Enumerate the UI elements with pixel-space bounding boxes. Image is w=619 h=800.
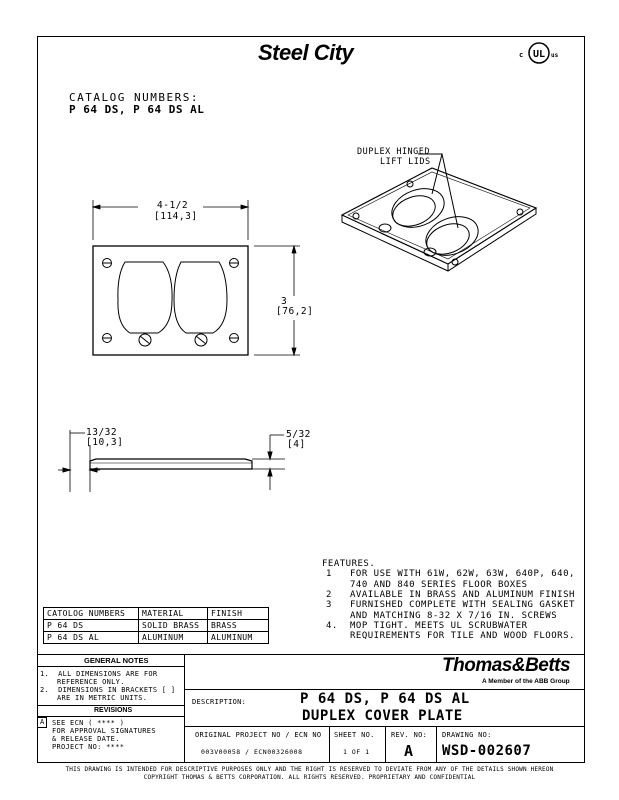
edge-dim-metric: [10,3] (86, 437, 124, 448)
height-dim-metric: [76,2] (276, 306, 314, 317)
project-value: 003V00058 / ECN00326008 (201, 748, 303, 756)
company-line (184, 689, 585, 690)
feature-text: REQUIREMENTS FOR TILE AND WOOD FLOORS. (350, 631, 575, 642)
revision-mark: A (40, 718, 45, 726)
revision-notes (52, 719, 156, 751)
features-title: FEATURES. (322, 559, 376, 569)
feature-number: 2 (326, 590, 332, 601)
table-cell: SOLID BRASS (139, 620, 208, 632)
features-section (322, 559, 575, 642)
table-row (44, 632, 269, 644)
width-dim-metric: [114,3] (154, 211, 198, 222)
rev-value: A (404, 742, 414, 760)
feature-item (322, 600, 575, 621)
height-dimension (254, 246, 300, 355)
feature-text: AVAILABLE IN BRASS AND ALUMINUM FINISH (350, 590, 575, 601)
materials-table (43, 607, 269, 644)
steel-city-logo: Steel City (258, 40, 354, 65)
feature-item (322, 590, 575, 600)
revision-text: SEE ECN ( **** ) (52, 719, 125, 727)
table-cell: ALUMINUM (139, 632, 208, 644)
width-dim-label: 4-1/2 (157, 200, 189, 211)
feature-text: 740 AND 840 SERIES FLOOR BOXES (350, 579, 528, 590)
feature-item (322, 621, 575, 642)
note-text: REFERENCE ONLY. (57, 678, 125, 687)
note-number: 1. (40, 670, 50, 678)
notes-title: GENERAL NOTES (84, 656, 149, 665)
svg-text:c: c (519, 51, 524, 59)
revision-text: FOR APPROVAL SIGNATURES (52, 727, 156, 736)
callout-line1: DUPLEX HINGED (357, 147, 431, 157)
note-text: ARE IN METRIC UNITS. (57, 694, 148, 703)
thickness-dim-metric: [4] (287, 439, 306, 450)
cell-divider (329, 726, 330, 763)
title-block-divider (184, 654, 185, 763)
table-cell: BRASS (208, 620, 269, 632)
edge-dim-label: 13/32 (86, 427, 118, 438)
thomas-betts-logo: Thomas&Betts (442, 655, 571, 676)
svg-text:UL: UL (532, 49, 546, 60)
description-line2: DUPLEX COVER PLATE (302, 708, 463, 724)
table-header-cell: FINISH (208, 608, 269, 620)
feature-text: FURNISHED COMPLETE WITH SEALING GASKET (350, 600, 575, 611)
svg-text:us: us (551, 52, 559, 59)
isometric-plate (342, 154, 536, 271)
description-label: DESCRIPTION: (192, 698, 247, 706)
note-text: ALL DIMENSIONS ARE FOR (58, 670, 158, 678)
description-line1: P 64 DS, P 64 DS AL (300, 691, 470, 707)
company-tagline: A Member of the ABB Group (482, 678, 570, 685)
thickness-dim-label: 5/32 (286, 429, 311, 440)
note-item (40, 670, 175, 702)
footer-disclaimer: THIS DRAWING IS INTENDED FOR DESCRIPTIVE PURPOSES ONLY AND THE RIGHT IS RESERVED TO DEVIATE FROM ANY OF THE DETAILS SHOWN HEREON (65, 766, 554, 773)
revisions-title-line (37, 716, 184, 717)
table-header-cell: CATOLOG NUMBERS (44, 608, 139, 620)
table-cell: P 64 DS (44, 620, 139, 632)
sheet-value: 1 OF 1 (343, 748, 370, 756)
sheet-label: SHEET NO. (334, 731, 375, 739)
table-row (44, 620, 269, 632)
note-text: DIMENSIONS IN BRACKETS [ ] (58, 686, 176, 695)
feature-text: AND MATCHING 8-32 X 7/16 IN. SCREWS (350, 610, 558, 621)
table-header-cell: MATERIAL (139, 608, 208, 620)
callout-line2: LIFT LIDS (380, 157, 431, 167)
catalog-label: CATALOG NUMBERS: (69, 91, 199, 104)
footer-copyright: COPYRIGHT THOMAS & BETTS CORPORATION. ALL RIGHTS RESERVED. PROPRIETARY AND CONFIDENTIAL (143, 774, 476, 781)
table-cell: ALUMINUM (208, 632, 269, 644)
table-header-row (44, 608, 269, 620)
feature-number: 3 (326, 600, 332, 611)
feature-text: FOR USE WITH 61W, 62W, 63W, 640P, 640, (350, 569, 575, 580)
cell-divider (436, 726, 437, 763)
catalog-numbers: P 64 DS, P 64 DS AL (69, 103, 205, 116)
drawing-label: DRAWING NO: (442, 731, 492, 739)
project-label: ORIGINAL PROJECT NO / ECN NO (195, 731, 322, 739)
drawing-value: WSD-002607 (442, 743, 532, 759)
note-number: 2. (40, 686, 50, 695)
feature-number: 4. (326, 621, 338, 632)
feature-item (322, 569, 575, 590)
feature-text: MOP TIGHT. MEETS UL SCRUBWATER (350, 621, 528, 632)
table-cell: P 64 DS AL (44, 632, 139, 644)
notes-title-line (37, 666, 184, 667)
cell-divider (385, 726, 386, 763)
revision-text: & RELEASE DATE. (52, 735, 120, 744)
height-dim-label: 3 (281, 296, 288, 307)
revisions-top-line (37, 705, 184, 706)
revisions-title: REVISIONS (94, 707, 133, 714)
revision-text: PROJECT NO: **** (52, 743, 125, 752)
feature-number: 1 (326, 569, 332, 580)
rev-label: REV. NO: (391, 731, 428, 739)
front-view-plate (93, 246, 248, 355)
